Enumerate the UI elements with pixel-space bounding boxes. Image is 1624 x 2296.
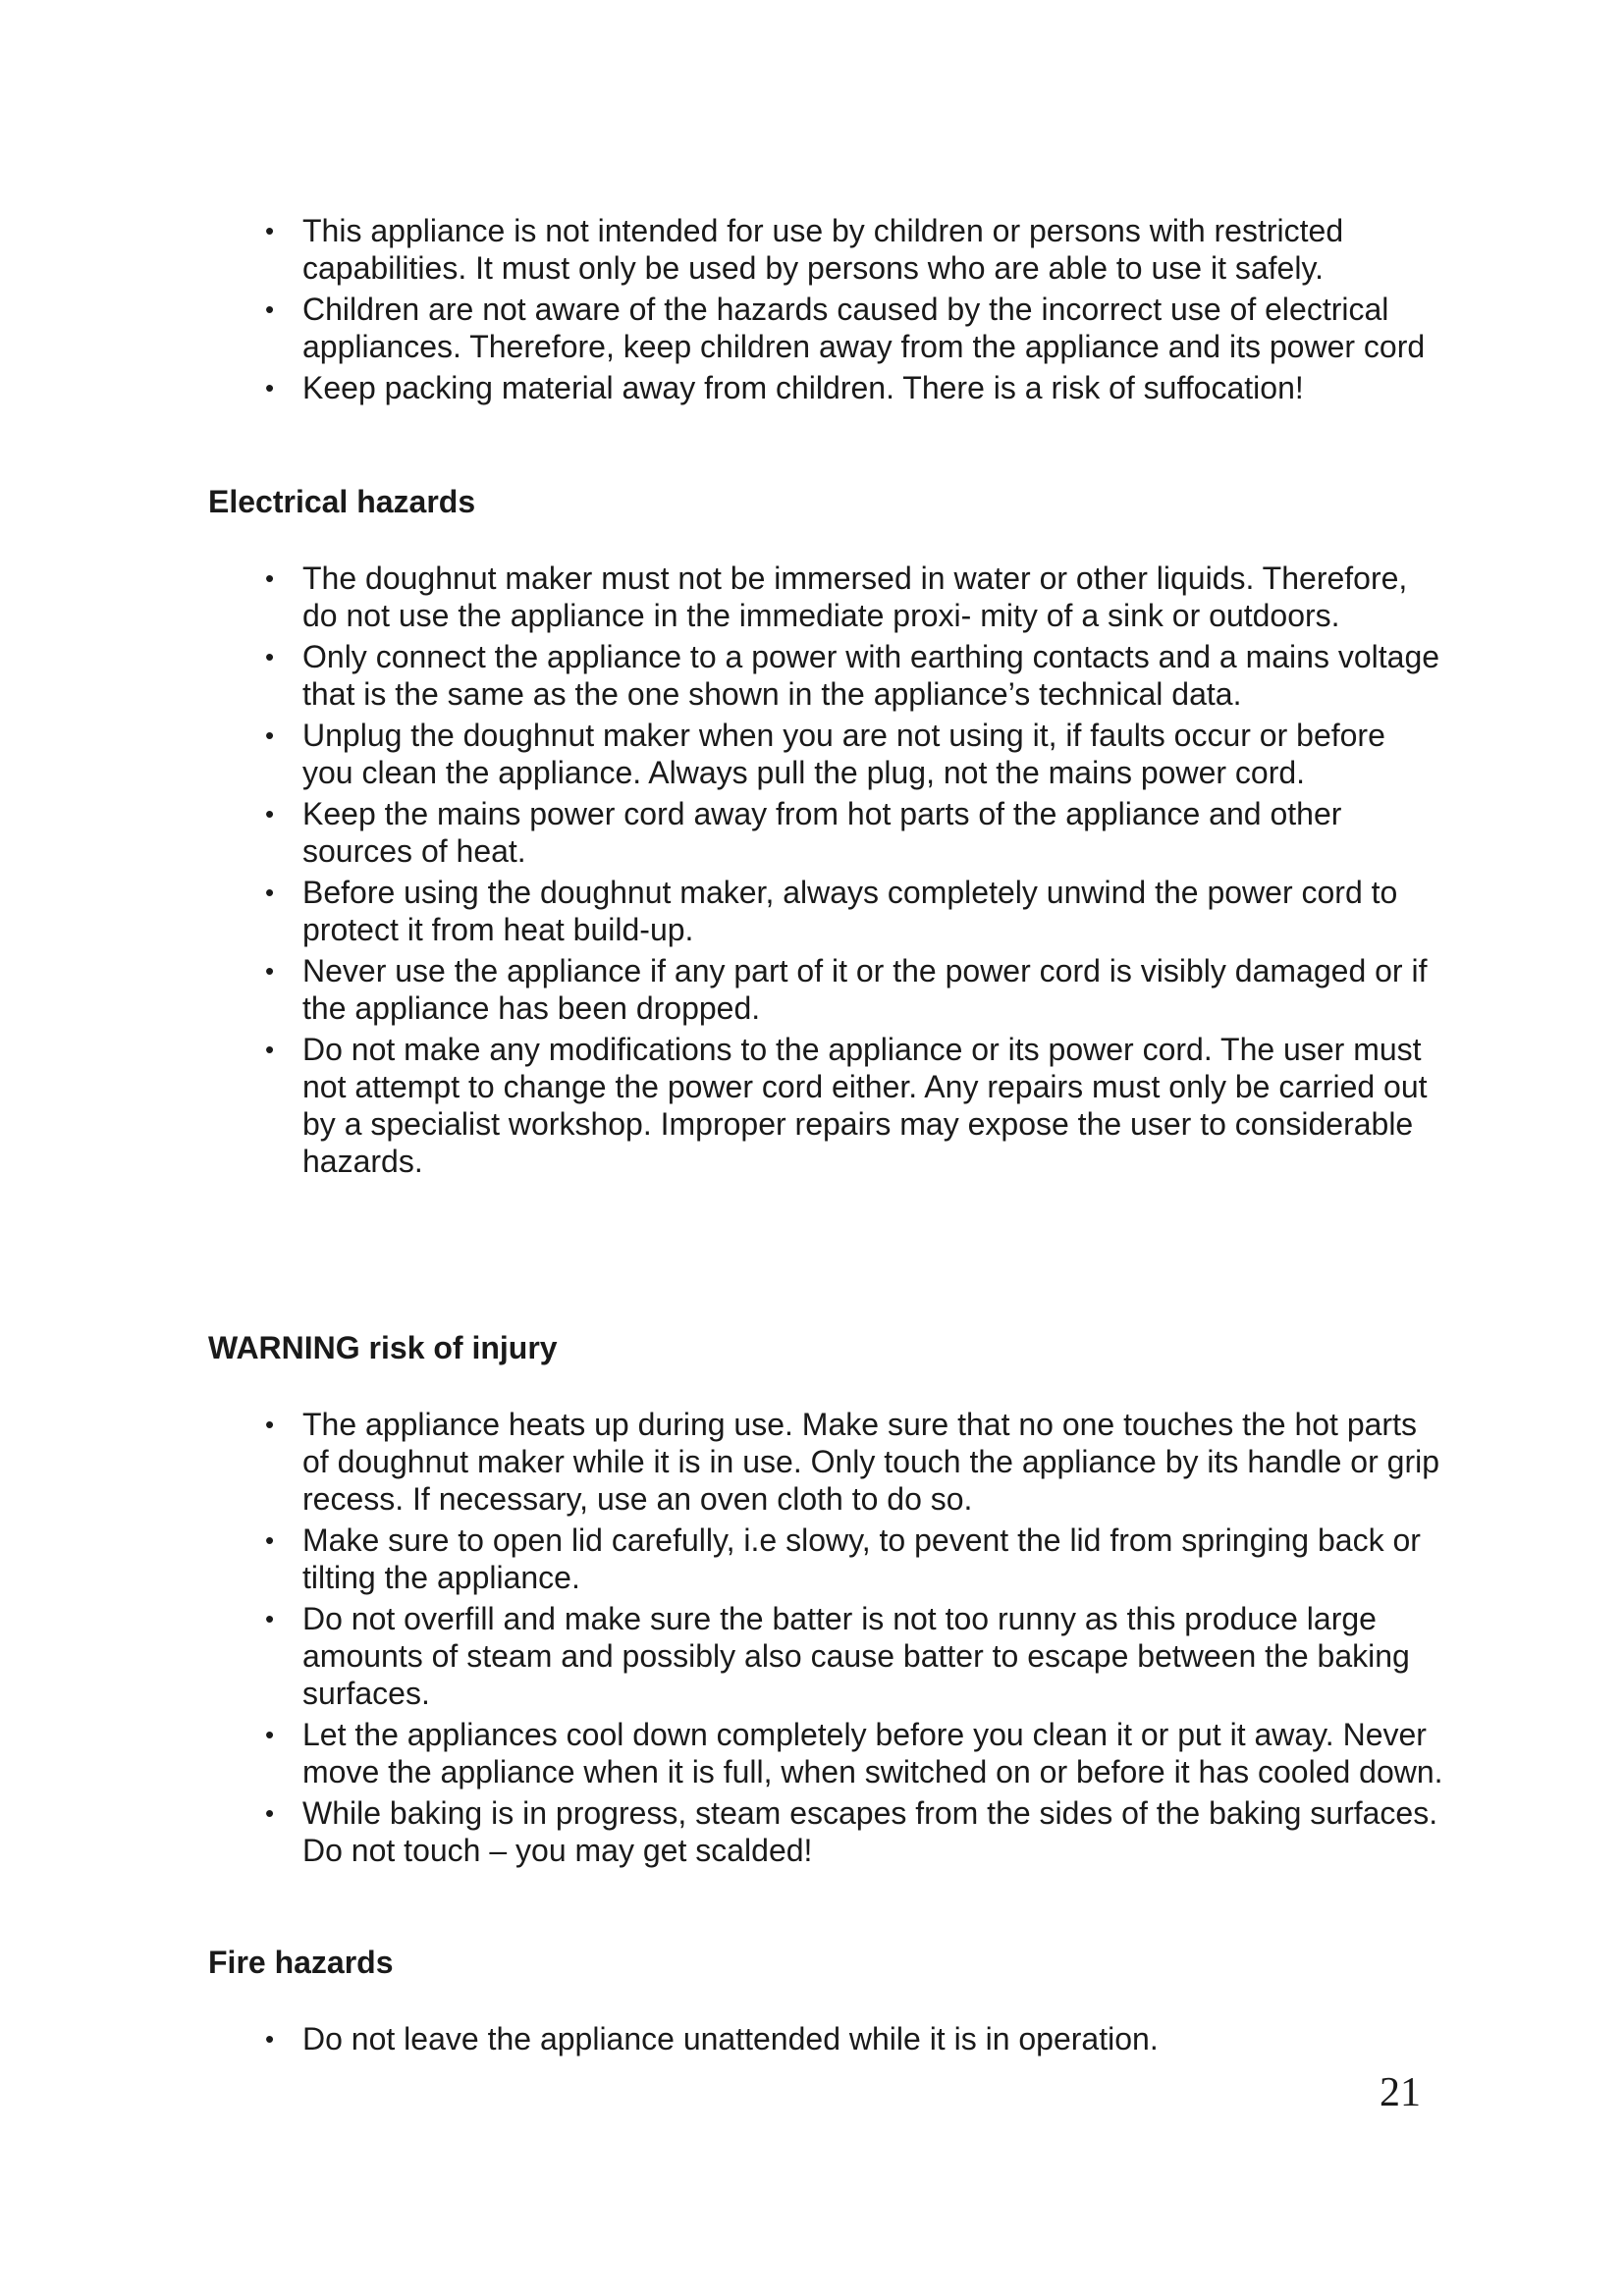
bullet: • xyxy=(265,294,275,324)
electrical-hazards-list xyxy=(265,560,1443,1184)
list-item: • The appliance heats up during use. Make sure that no one touches the hot parts of doughnut maker while it is in use. Only touch the appliance by its handle or grip recess. If necessary, use an oven cloth to do so. xyxy=(265,1407,1439,1517)
page-number: 21 xyxy=(1380,2070,1421,2115)
bullet: • xyxy=(265,799,275,828)
list-item: • Do not leave the appliance unattended while it is in operation. xyxy=(265,2021,1159,2056)
fire-hazards-list xyxy=(265,2020,1443,2061)
bullet: • xyxy=(265,956,275,986)
bullet: • xyxy=(265,2024,275,2054)
list-item: • Keep packing material away from children. There is a risk of suffocation! xyxy=(265,370,1304,405)
list-item: • Do not make any modifications to the appliance or its power cord. The user must not attempt to change the power cord either. Any repairs must only be carried out by a specialist workshop. Improper repairs may expose the user to considerable hazards. xyxy=(265,1032,1428,1179)
bullet: • xyxy=(265,1410,275,1439)
electrical-hazards-heading: Electrical hazards xyxy=(208,484,476,519)
bullet: • xyxy=(265,216,275,245)
bullet: • xyxy=(265,563,275,593)
list-item: • Unplug the doughnut maker when you are not using it, if faults occur or before you clean the appliance. Always pull the plug, not the mains power cord. xyxy=(265,718,1385,790)
list-item: • Never use the appliance if any part of it or the power cord is visibly damaged or if the appliance has been dropped. xyxy=(265,953,1428,1026)
list-item: • Keep the mains power cord away from hot parts of the appliance and other sources of heat. xyxy=(265,796,1342,869)
list-item: • While baking is in progress, steam escapes from the sides of the baking surfaces. Do not touch – you may get scalded! xyxy=(265,1795,1438,1868)
bullet: • xyxy=(265,1720,275,1749)
bullet: • xyxy=(265,1525,275,1555)
list-item: • Make sure to open lid carefully, i.e slowy, to pevent the lid from springing back or tilting the appliance. xyxy=(265,1522,1421,1595)
intro-safety-list xyxy=(265,212,1443,410)
bullet: • xyxy=(265,721,275,750)
list-item: • Children are not aware of the hazards caused by the incorrect use of electrical appliances. Therefore, keep children away from the appliance and its power cord xyxy=(265,292,1426,364)
list-item: • Only connect the appliance to a power with earthing contacts and a mains voltage that is the same as the one shown in the appliance’s technical data. xyxy=(265,639,1440,712)
list-item: • This appliance is not intended for use by children or persons with restricted capabilities. It must only be used by persons who are able to use it safely. xyxy=(265,213,1344,286)
list-item: • Let the appliances cool down completely before you clean it or put it away. Never move the appliance when it is full, when switched on or before it has cooled down. xyxy=(265,1717,1443,1789)
fire-hazards-heading: Fire hazards xyxy=(208,1945,394,1980)
bullet: • xyxy=(265,1798,275,1828)
list-item: • Do not overfill and make sure the batter is not too runny as this produce large amounts of steam and possibly also cause batter to escape between the baking surfaces. xyxy=(265,1601,1410,1711)
list-item: • Before using the doughnut maker, always completely unwind the power cord to protect it from heat build-up. xyxy=(265,875,1398,947)
bullet: • xyxy=(265,1604,275,1633)
injury-warning-list xyxy=(265,1406,1443,1873)
list-item: • The doughnut maker must not be immersed in water or other liquids. Therefore, do not use the appliance in the immediate proxi- mity of a sink or outdoors. xyxy=(265,561,1408,633)
bullet: • xyxy=(265,878,275,907)
bullet: • xyxy=(265,642,275,671)
bullet: • xyxy=(265,1035,275,1064)
bullet: • xyxy=(265,373,275,402)
injury-warning-heading: WARNING risk of injury xyxy=(208,1330,558,1365)
